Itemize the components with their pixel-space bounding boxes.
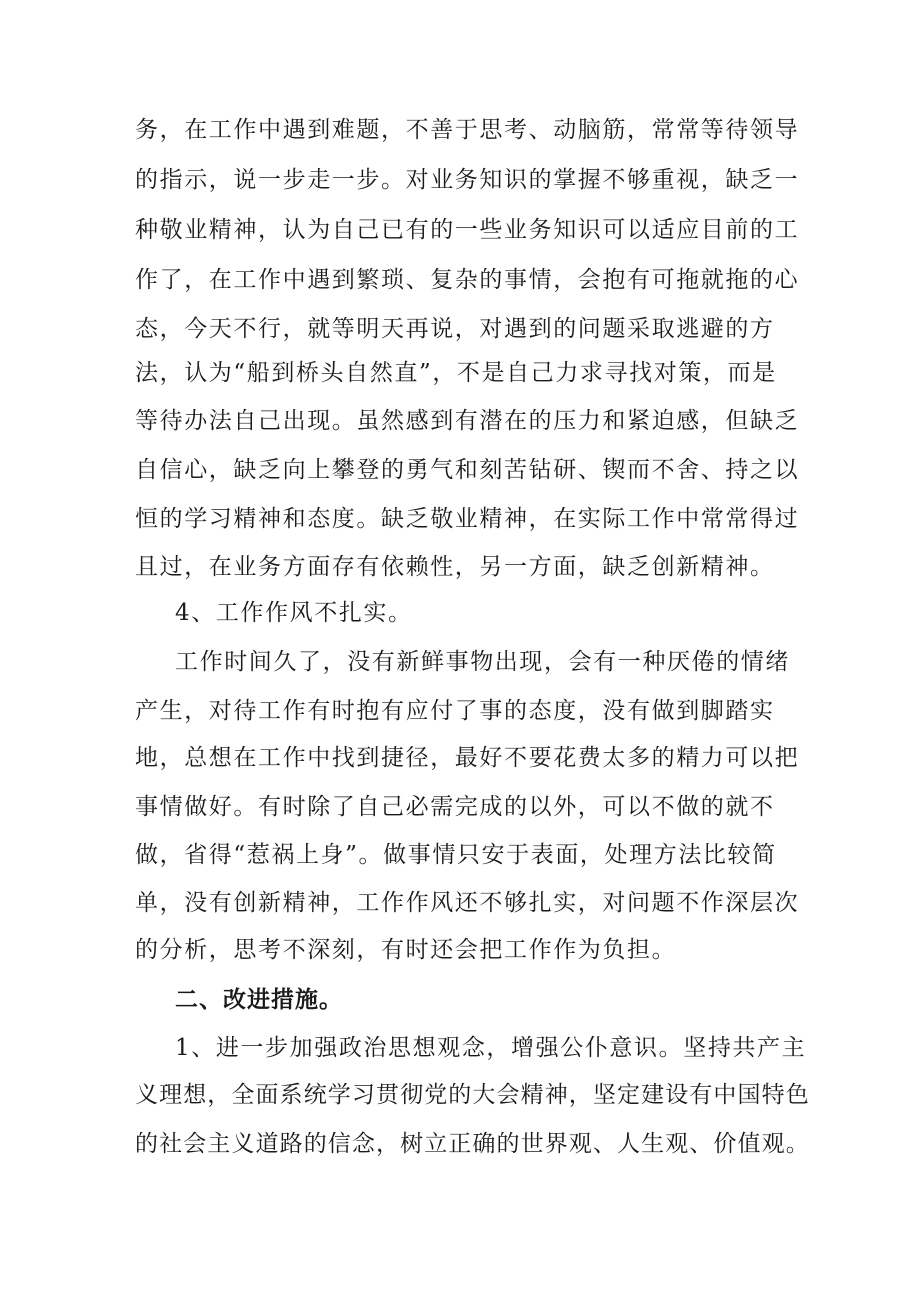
text-line-4: 作了，在工作中遇到繁琐、复杂的事情，会抱有可拖就拖的心	[135, 267, 800, 293]
text-line-21: 义理想，全面系统学习贯彻党的大会精神，坚定建设有中国特色	[135, 1082, 810, 1108]
text-line-1: 务，在工作中遇到难题，不善于思考、动脑筋，常常等待领导	[135, 117, 800, 143]
paragraph-start-line: 工作时间久了，没有新鲜事物出现，会有一种厌倦的情绪	[175, 649, 790, 675]
section-heading-4: 4、工作作风不扎实。	[175, 600, 413, 626]
text-line-13: 产生，对待工作有时抱有应付了事的态度，没有做到脚踏实	[135, 698, 775, 724]
text-line-15: 事情做好。有时除了自己必需完成的以外，可以不做的就不	[135, 794, 775, 820]
text-line-5: 态，今天不行，就等明天再说，对遇到的问题采取逃避的方	[135, 316, 775, 342]
text-line-18: 的分析，思考不深刻，有时还会把工作作为负担。	[135, 937, 677, 963]
text-line-8: 自信心，缺乏向上攀登的勇气和刻苦钻研、锲而不舍、持之以	[135, 457, 800, 483]
text-line-7: 等待办法自己出现。虽然感到有潜在的压力和紧迫感，但缺乏	[135, 408, 800, 434]
text-line-10: 且过，在业务方面存有依赖性，另一方面，缺乏创新精神。	[135, 554, 775, 580]
text-line-22: 的社会主义道路的信念，树立正确的世界观、人生观、价值观。	[135, 1131, 810, 1157]
text-line-16: 做，省得“惹祸上身”。做事情只安于表面，处理方法比较简	[135, 842, 777, 868]
text-line-2: 的指示，说一步走一步。对业务知识的掌握不够重视，缺乏一	[135, 167, 800, 193]
measure-1-start-line: 1、进一步加强政治思想观念，增强公仆意识。坚持共产主	[175, 1035, 807, 1061]
text-line-9: 恒的学习精神和态度。缺乏敬业精神，在实际工作中常常得过	[135, 506, 800, 532]
section-heading-improvement: 二、改进措施。	[175, 987, 343, 1013]
text-line-17: 单，没有创新精神，工作作风还不够扎实，对问题不作深层次	[135, 890, 800, 916]
text-line-3: 种敬业精神，认为自己已有的一些业务知识可以适应目前的工	[135, 217, 800, 243]
text-line-6: 法，认为“船到桥头自然直”，不是自己力求寻找对策，而是	[135, 360, 777, 386]
text-line-14: 地，总想在工作中找到捷径，最好不要花费太多的精力可以把	[135, 745, 800, 771]
